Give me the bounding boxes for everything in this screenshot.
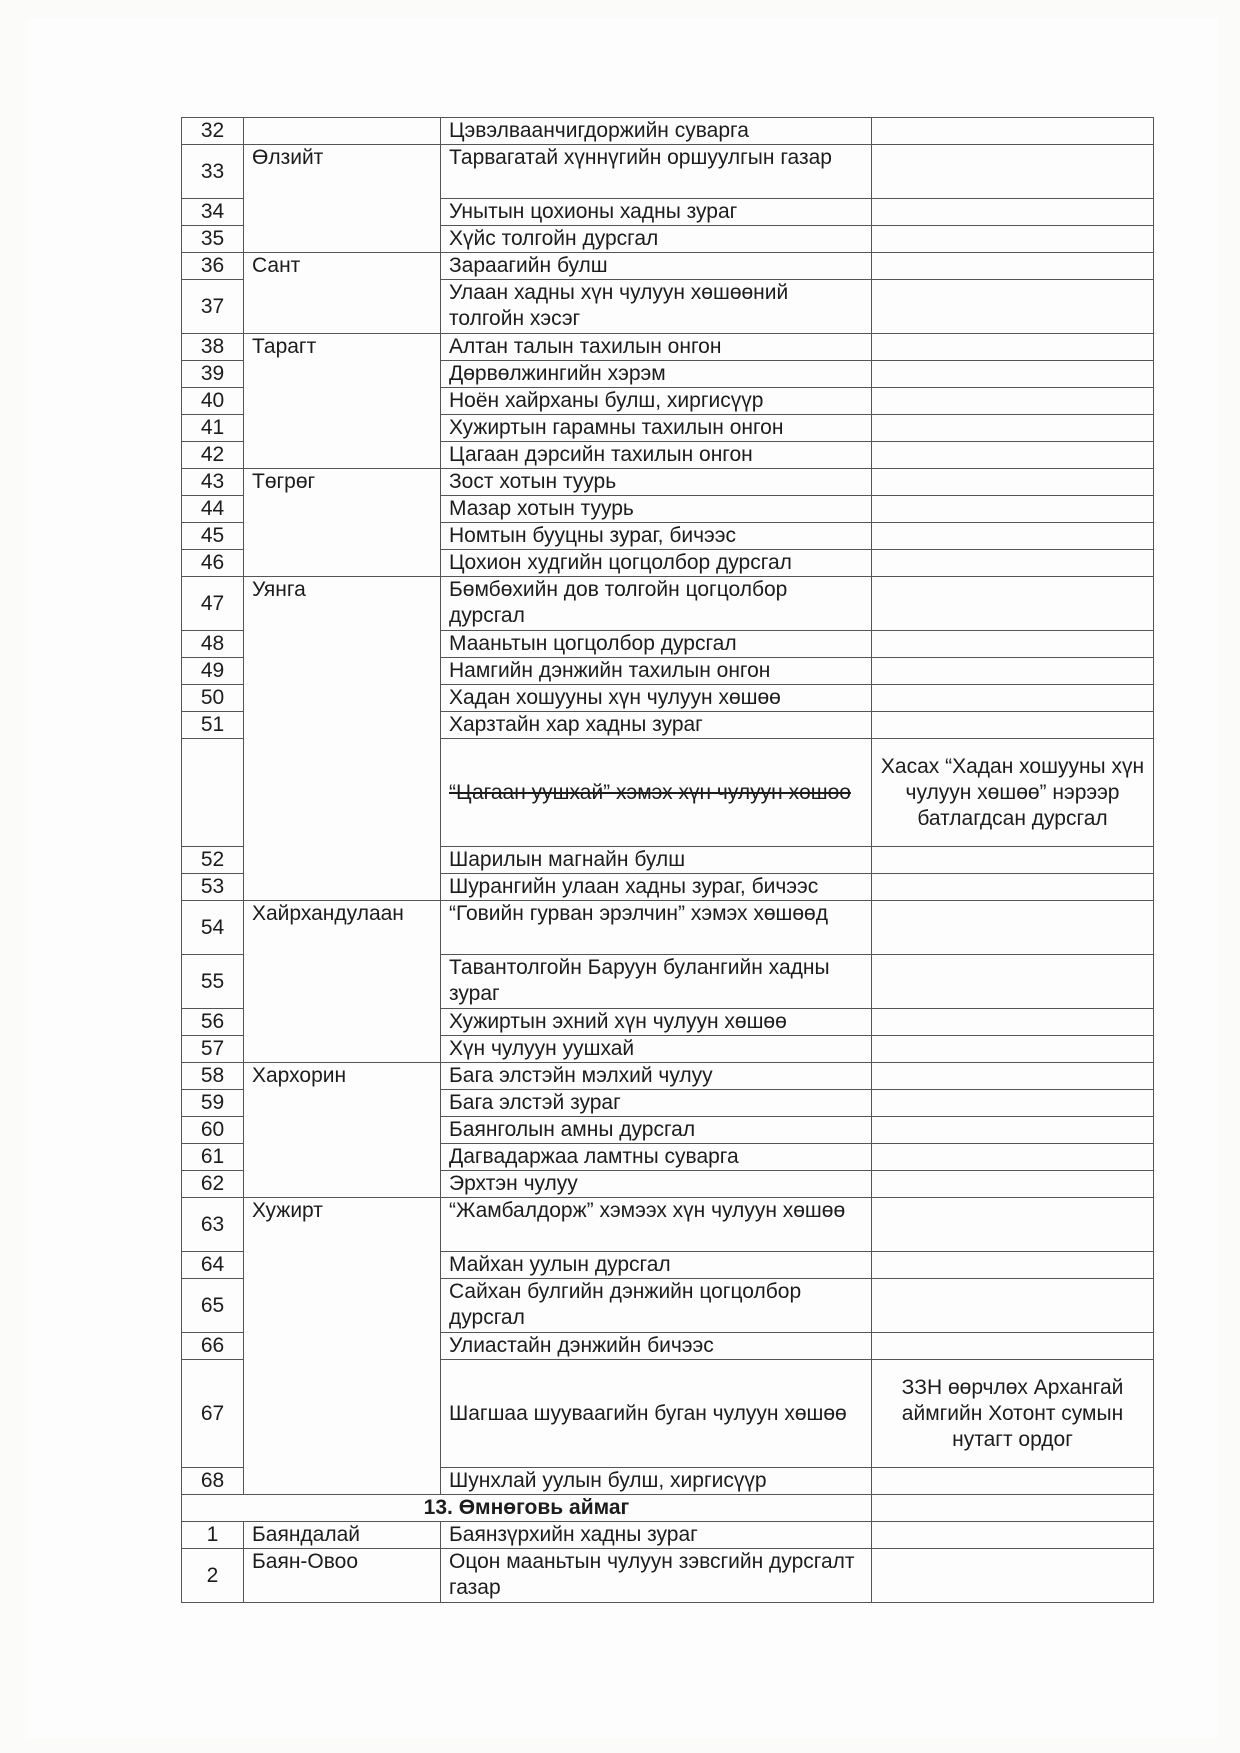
monument-name: Баянголын амны дурсгал: [441, 1117, 872, 1144]
monument-name: Хужиртын эхний хүн чулуун хөшөө: [441, 1009, 872, 1036]
note-cell: [872, 118, 1154, 145]
monument-name: Шагшаа шууваагийн буган чулуун хөшөө: [441, 1360, 872, 1468]
monument-name: Сайхан булгийн дэнжийн цогцолбор дурсгал: [441, 1279, 872, 1333]
row-number: 41: [182, 415, 244, 442]
note-cell: [872, 199, 1154, 226]
note-cell: [872, 226, 1154, 253]
soum-cell: Тарагт: [244, 334, 441, 469]
soum-cell: Сант: [244, 253, 441, 334]
note-cell: [872, 1144, 1154, 1171]
row-number: 59: [182, 1090, 244, 1117]
note-cell: [872, 1198, 1154, 1252]
monument-name: Тарвагатай хүннүгийн оршуулгын газар: [441, 145, 872, 199]
note-cell: [872, 1252, 1154, 1279]
row-number: 61: [182, 1144, 244, 1171]
monument-name: Улиастайн дэнжийн бичээс: [441, 1333, 872, 1360]
note-cell: [872, 901, 1154, 955]
monument-name: Шурангийн улаан хадны зураг, бичээс: [441, 874, 872, 901]
monument-name: Бага элстэйн мэлхий чулуу: [441, 1063, 872, 1090]
note-cell: ЗЗН өөрчлөх Архангай аймгийн Хотонт сумын нутагт ордог: [872, 1360, 1154, 1468]
note-cell: [872, 1279, 1154, 1333]
row-number: 64: [182, 1252, 244, 1279]
row-number: 34: [182, 199, 244, 226]
note-cell: [872, 334, 1154, 361]
row-number: 35: [182, 226, 244, 253]
row-number: 36: [182, 253, 244, 280]
row-number: 62: [182, 1171, 244, 1198]
note-cell: [872, 1171, 1154, 1198]
section-heading: 13. Өмнөговь аймаг: [182, 1495, 872, 1522]
row-number: 65: [182, 1279, 244, 1333]
note-cell: [872, 1090, 1154, 1117]
row-number: 38: [182, 334, 244, 361]
monument-name: Цохион худгийн цогцолбор дурсгал: [441, 550, 872, 577]
soum-cell: Өлзийт: [244, 145, 441, 253]
row-number: 47: [182, 577, 244, 631]
monument-name: Цэвэлваанчигдоржийн суварга: [441, 118, 872, 145]
row-number: 44: [182, 496, 244, 523]
note-cell: [872, 1117, 1154, 1144]
note-cell: [872, 388, 1154, 415]
note-cell: [872, 280, 1154, 334]
monument-name: Зост хотын туурь: [441, 469, 872, 496]
row-number: 39: [182, 361, 244, 388]
monument-name: Хадан хошууны хүн чулуун хөшөө: [441, 685, 872, 712]
monument-name: Оцон мааньтын чулуун зэвсгийн дурсгалт газар: [441, 1549, 872, 1603]
monument-name: Баянзүрхийн хадны зураг: [441, 1522, 872, 1549]
row-number: [182, 739, 244, 847]
note-cell: [872, 1009, 1154, 1036]
note-cell: [872, 1468, 1154, 1495]
row-number: 45: [182, 523, 244, 550]
monument-name: Улаан хадны хүн чулуун хөшөөний толгойн хэсэг: [441, 280, 872, 334]
monument-name: Намгийн дэнжийн тахилын онгон: [441, 658, 872, 685]
row-number: 51: [182, 712, 244, 739]
monument-name: Бөмбөхийн дов толгойн цогцолбор дурсгал: [441, 577, 872, 631]
table-row: [182, 469, 1154, 496]
note-cell: [872, 1522, 1154, 1549]
table-row: [182, 1522, 1154, 1549]
note-cell: [872, 469, 1154, 496]
note-cell: [872, 361, 1154, 388]
table-row: [182, 118, 1154, 145]
row-number: 58: [182, 1063, 244, 1090]
soum-cell: Уянга: [244, 577, 441, 901]
row-number: 43: [182, 469, 244, 496]
struck-out-name: “Цагаан уушхай” хэмэх хүн чулуун хөшөө: [449, 780, 851, 804]
table-row: [182, 1549, 1154, 1603]
soum-cell: Төгрөг: [244, 469, 441, 577]
row-number: 67: [182, 1360, 244, 1468]
monument-name: Мааньтын цогцолбор дурсгал: [441, 631, 872, 658]
note-cell: Хасах “Хадан хошууны хүн чулуун хөшөө” нэрээр батлагдсан дурсгал: [872, 739, 1154, 847]
monument-name: Шарилын магнайн булш: [441, 847, 872, 874]
row-number: 53: [182, 874, 244, 901]
row-number: 46: [182, 550, 244, 577]
monument-registry-table: [181, 117, 1154, 1603]
monument-name: Хүйс толгойн дурсгал: [441, 226, 872, 253]
monument-name: Ноён хайрханы булш, хиргисүүр: [441, 388, 872, 415]
monument-name: Дөрвөлжингийн хэрэм: [441, 361, 872, 388]
soum-cell: Хужирт: [244, 1198, 441, 1495]
row-number: 60: [182, 1117, 244, 1144]
table-row: [182, 901, 1154, 955]
row-number: 50: [182, 685, 244, 712]
note-cell: [872, 685, 1154, 712]
note-cell: [872, 550, 1154, 577]
row-number: 66: [182, 1333, 244, 1360]
row-number: 49: [182, 658, 244, 685]
monument-name: Мазар хотын туурь: [441, 496, 872, 523]
note-cell: [872, 1549, 1154, 1603]
monument-name: Харзтайн хар хадны зураг: [441, 712, 872, 739]
note-cell: [872, 523, 1154, 550]
monument-name: Алтан талын тахилын онгон: [441, 334, 872, 361]
monument-name: Хужиртын гарамны тахилын онгон: [441, 415, 872, 442]
row-number: 48: [182, 631, 244, 658]
note-cell: [872, 496, 1154, 523]
row-number: 63: [182, 1198, 244, 1252]
note-cell: [872, 1495, 1154, 1522]
table-row: [182, 1198, 1154, 1252]
table-row: [182, 334, 1154, 361]
soum-cell: Хайрхандулаан: [244, 901, 441, 1063]
table-row: [182, 145, 1154, 199]
monument-name: Хүн чулуун уушхай: [441, 1036, 872, 1063]
row-number: 55: [182, 955, 244, 1009]
row-number: 54: [182, 901, 244, 955]
row-number: 1: [182, 1522, 244, 1549]
table-row: [182, 1063, 1154, 1090]
monument-name: Майхан уулын дурсгал: [441, 1252, 872, 1279]
monument-name: Цагаан дэрсийн тахилын онгон: [441, 442, 872, 469]
soum-cell: Баян-Овоо: [244, 1549, 441, 1603]
note-cell: [872, 631, 1154, 658]
soum-cell: Хархорин: [244, 1063, 441, 1198]
note-cell: [872, 253, 1154, 280]
note-cell: [872, 415, 1154, 442]
note-cell: [872, 145, 1154, 199]
monument-name: “Говийн гурван эрэлчин” хэмэх хөшөөд: [441, 901, 872, 955]
soum-cell: Баяндалай: [244, 1522, 441, 1549]
note-cell: [872, 955, 1154, 1009]
monument-name: Номтын бууцны зураг, бичээс: [441, 523, 872, 550]
note-cell: [872, 1333, 1154, 1360]
monument-name: Бага элстэй зураг: [441, 1090, 872, 1117]
note-cell: [872, 712, 1154, 739]
note-cell: [872, 1063, 1154, 1090]
monument-name: Шунхлай уулын булш, хиргисүүр: [441, 1468, 872, 1495]
monument-name: Зараагийн булш: [441, 253, 872, 280]
monument-name: Тавантолгойн Баруун булангийн хадны зураг: [441, 955, 872, 1009]
monument-name: Эрхтэн чулуу: [441, 1171, 872, 1198]
soum-cell: [244, 118, 441, 145]
row-number: 68: [182, 1468, 244, 1495]
monument-name: “Жамбалдорж” хэмээх хүн чулуун хөшөө: [441, 1198, 872, 1252]
row-number: 33: [182, 145, 244, 199]
row-number: 40: [182, 388, 244, 415]
row-number: 56: [182, 1009, 244, 1036]
note-cell: [872, 874, 1154, 901]
monument-name: [441, 739, 872, 847]
monument-name: Дагвадаржаа ламтны суварга: [441, 1144, 872, 1171]
note-cell: [872, 658, 1154, 685]
note-cell: [872, 442, 1154, 469]
row-number: 32: [182, 118, 244, 145]
row-number: 42: [182, 442, 244, 469]
note-cell: [872, 1036, 1154, 1063]
table-row: [182, 253, 1154, 280]
row-number: 52: [182, 847, 244, 874]
table-row: [182, 577, 1154, 631]
note-cell: [872, 847, 1154, 874]
row-number: 57: [182, 1036, 244, 1063]
section-heading-row: [182, 1495, 1154, 1522]
row-number: 37: [182, 280, 244, 334]
note-cell: [872, 577, 1154, 631]
row-number: 2: [182, 1549, 244, 1603]
monument-name: Унытын цохионы хадны зураг: [441, 199, 872, 226]
